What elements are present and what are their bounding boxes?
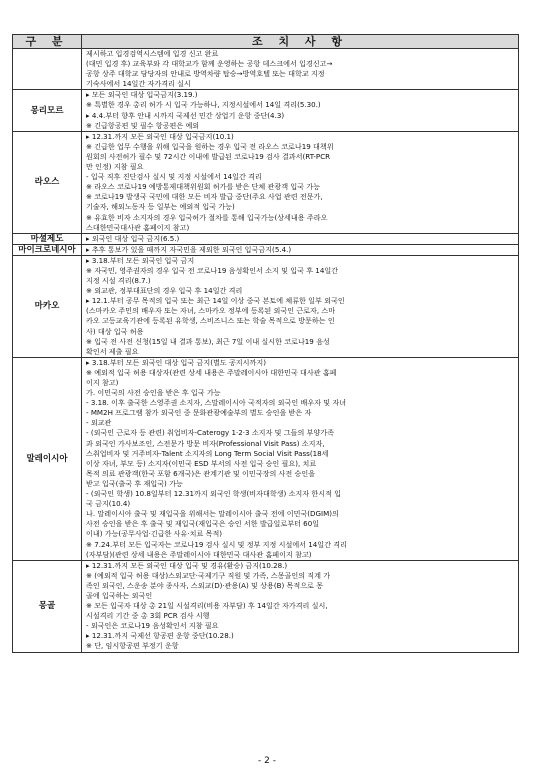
measure-line: 가. 이민국의 사전 승인을 받은 후 입국 가능 [86,388,221,398]
measure-line: ※ 특별한 경우 총리 허가 시 입국 가능하나, 지정시설에서 14일 격리(5.30.) [86,100,321,110]
measures-table [12,34,519,653]
measures-cell [82,233,519,244]
measure-line: 나. 말레이시아 출국 및 재입국을 위해서는 말레이시아 출국 전에 이민국(DGIM)의 [86,509,339,519]
measure-line: ※ 모든 입국자 대상 총 21일 시설격리(비용 자부담) 후 14일간 자가격리 실시, [86,601,328,611]
measure-line: - 외국인은 코로나19 음성확인서 지참 필요 [86,621,219,631]
measure-line: 스취업비자 및 거주비자-Talent 소지자의 Long Term Social Visit Pass(18세 [86,448,329,458]
measure-line: 받고 입국(출국 후 재입국) 가능 [86,478,183,488]
measure-line: (자부담)(관련 상세 내용은 주말레이시아 대한민국 대사관 홈페이지 참고) [86,549,312,559]
table-row [13,131,519,233]
measure-line: ▸ 추후 통보가 있을 때까지 자국민을 제외한 외국인 입국금지(5.4.) [86,244,292,254]
measure-line: 목적 의료 관광객(한국 포함 6개국)은 관계기관 및 이민국장의 사전 승인을 [86,468,316,478]
table-row [13,90,519,131]
measure-line: 스대한민국대사관 홈페이지 참고) [86,222,190,232]
measures-cell [82,244,519,255]
measure-line: 시설격리 기간 중 총 3회 PCR 검사 시행 [86,611,210,621]
measure-line: ▸ 12.31.까지 국제선 항공편 운항 중단(10.28.) [86,631,234,641]
measure-line: ※ 7.24.부터 모든 입국자는 코로나19 검사 실시 및 정부 지정 시설에서 14일간 격리 [86,539,347,549]
measures-cell [82,90,519,131]
measure-line: ※ 자국민, 영주권자의 경우 입국 전 코로나19 음성확인서 소지 및 입국 후 14일간 [86,265,339,275]
document-table-wrapper [12,34,519,653]
measure-line: ※ 입국 전 사전 신청(15일 내 결과 통보), 최근 7일 이내 실시한 코로나19 음성 [86,336,330,346]
measure-line: 확인서 제출 필요 [86,346,139,356]
measure-line: ▸ 외국인 대상 입국 금지(6.5.) [86,233,180,243]
measure-line: - MM2H 프로그램 참가 외국인 중 문화관광예술부의 별도 승인을 받은 자 [86,408,312,418]
measure-line: 과 외국인 가사보조인, 스전문가 방문 비자(Professional Visit Pass) 소지자, [86,438,325,448]
measure-line: 이지 참고) [86,378,119,387]
page-number: - 2 - [258,756,276,766]
measure-line: 제시하고 입경검역시스템에 입경 신고 완료 [86,49,219,58]
measure-line: ※ 단, 임시항공편 부정기 운항 [86,641,179,651]
table-row [13,357,519,560]
country-cell [13,49,82,90]
measure-line: 사전 승인을 받은 후 출국 및 재입국(재입국은 승인 서한 발급일로부터 60일 [86,519,320,529]
measure-line: 족인 외국인, 스운송 분야 종사자, 스외교(D)·관용(A) 및 상용(B) 목적으로 몽 [86,580,324,590]
measure-line: 기술자, 해외노동자 등 일부는 예외적 입국 가능) [86,202,235,212]
header-measures: 조 치 사 항 [82,35,519,49]
measure-line: 지정 시설 격리(8.7.) [86,276,151,286]
country-cell: 몽리모르 [13,90,82,131]
table-row [13,255,519,357]
country-cell: 마이크로네시아 [13,244,82,255]
country-cell: 마셜제도 [13,233,82,244]
measures-cell [82,131,519,233]
measure-line: 기숙사에서 14일간 자가격리 실시 [86,79,191,89]
measure-line: ▸ 12.31.까지 모든 외국인 대상 입국 및 경유(환승) 금지(10.28.) [86,560,288,570]
measure-line: ※ 예외적 입국 허용 대상자(관련 상세 내용은 주말레이시아 대한민국 대사관 홈페 [86,367,337,377]
measure-line: - (외국인 학생) 10.8일부터 12.31까지 외국인 학생(비자대학생) 소지자 한시적 입 [86,489,342,499]
measure-line: ▸ 12.31.까지 모든 외국인 대상 입국금지(10.1) [86,131,234,141]
measure-line: ※ 코로나19 발생국 국민에 대한 모든 비자 발급 중단(주요 사업 관련 전문가, [86,192,323,202]
table-row [13,560,519,652]
header-category: 구 분 [13,35,82,49]
measure-line: 국 금지(10.4) [86,499,131,509]
measure-line: ▸ 12.1.부터 공무 목적의 입국 또는 최근 14일 이상 중국 본토에 체류한 일부 외국인 [86,296,345,306]
measure-line: ※ 외교관, 정부대표단의 경우 입국 후 14일간 격리 [86,286,243,296]
measure-line: ▸ 3.18.부터 모든 외국인 대상 입국 금지(별도 공지시까지) [86,357,266,367]
measure-line: ▸ 4.4.부터 향후 안내 시까지 국제선 민간 상업기 운항 중단(4.3) [86,110,285,120]
measure-line: (대민 입경 후) 교육부와 각 대학교가 함께 운영하는 공항 데스크에서 입경신고→ [86,59,333,69]
country-cell: 라오스 [13,131,82,233]
measure-line: 카오 고등교육기관에 등록된 유학생, 스비즈니스 또는 학술 목적으로 방문하는 인 [86,316,335,326]
measure-line: ※ 유효한 비자 소지자의 경우 입국허가 절차를 통해 입국가능(상세내용 주라오 [86,212,328,222]
measure-line: 이상 자녀, 부모 등) 소지자(이민국 ESD 부서의 사전 입국 승인 필요), 치료 [86,458,317,468]
measures-cell [82,49,519,90]
measure-line: 골에 입국하는 외국인 [86,590,153,600]
measure-line: ※ (예외적 입국 허용 대상)스외교단·국제기구 직원 및 가족, 스몽골인의 직계 가 [86,570,331,580]
measure-line: ※ 라오스 코로나19 예방통제대책위원회 허가를 받은 단체 관광객 입국 가능 [86,182,320,192]
table-header-row [13,35,519,49]
measures-cell [82,357,519,560]
table-row [13,233,519,244]
measures-cell [82,560,519,652]
table-row [13,244,519,255]
measure-line: - 3.18. 이후 출국한 스영주권 소지자, 스말레이시아 국적자의 외국인 배우자 및 자녀 [86,398,347,408]
country-cell: 몽골 [13,560,82,652]
measure-line: (스마카오 주민의 배우자 또는 자녀, 스마카오 정부에 등록된 외국인 근로자, 스마 [86,306,336,316]
country-cell: 마카오 [13,255,82,357]
measure-line: - 입국 직후 진단검사 실시 및 지정 시설에서 14일간 격리 [86,172,262,182]
measure-line: ▸ 3.18.부터 모든 외국인 입국 금지 [86,255,195,265]
measure-line: 만 인정) 지참 필요 [86,162,144,172]
measure-line: 이내) 가능(공무사업·긴급한 사유·치료 목적) [86,529,223,539]
measure-line: 원회의 사전허가 필수 및 72시간 이내에 발급된 코로나19 검사 결과서(RT-PCR [86,151,331,161]
measure-line: - (외국인 근로자 등 관련) 취업비자-Caterogy 1·2·3 소지자 및 그들의 부양가족 [86,428,334,438]
measure-line: ※ 긴급한 업무 수행을 위해 입국을 원하는 경우 입국 전 라오스 코로나19 대책위 [86,141,334,151]
measures-cell [82,255,519,357]
measure-line: ※ 긴급항공편 및 필수 항공편은 예외 [86,120,200,130]
country-cell: 말레이시아 [13,357,82,560]
table-row [13,49,519,90]
measure-line: 공항 상주 대학교 담당자의 안내로 방역차량 탑승→방역호텔 또는 대학교 지정 [86,69,325,79]
measure-line: 사) 대상 입국 허용 [86,326,144,336]
measure-line: - 외교관 [86,418,112,428]
measure-line: ▸ 모든 외국인 대상 입국금지(3.19.) [86,90,198,100]
